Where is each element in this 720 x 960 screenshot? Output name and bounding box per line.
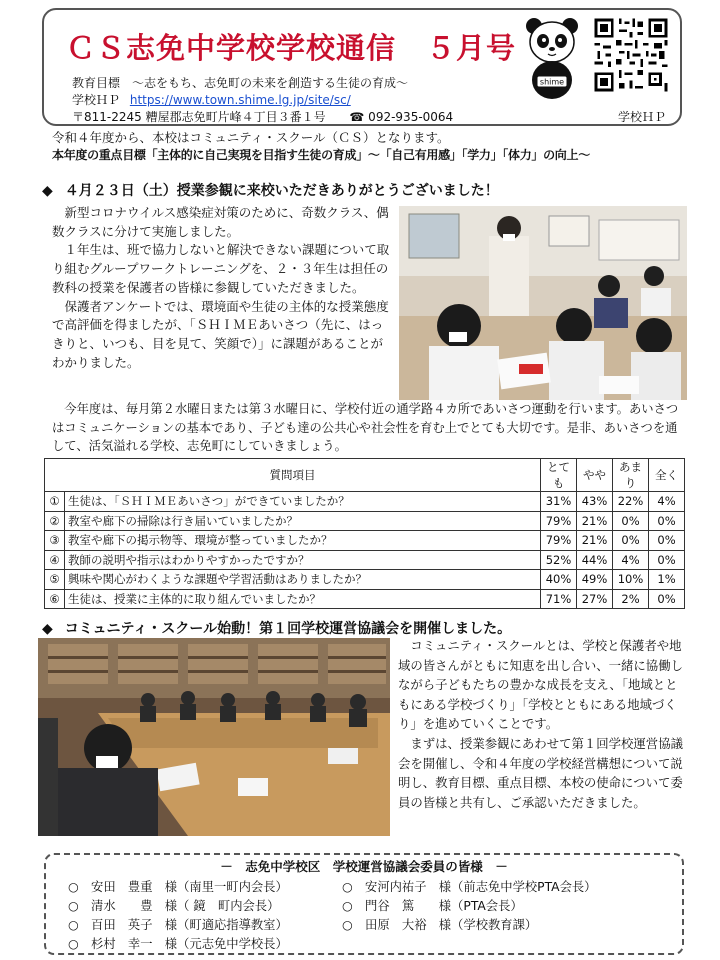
school-phone: ☎ 092-935-0064 <box>349 110 454 124</box>
pct-very: 79% <box>541 531 577 551</box>
report-paragraph: 保護者アンケートでは、環境面や生徒の主体的な授業態度で高評価を得ましたが、「ＳＨＩＭＥあいさつ（先に、はっきりと、いつも、目を見て、笑顔で）」に課題があることがわかりました。 <box>52 298 389 370</box>
diamond-bullet-icon: ◆ <box>42 183 53 199</box>
table-header-row <box>45 459 685 492</box>
classroom-photo <box>399 206 687 400</box>
section-heading-community-school <box>42 618 511 638</box>
intro-community-school: 令和４年度から、本校はコミュニティ・スクール（ＣＳ）となります。 <box>52 130 450 145</box>
greeting-campaign-text <box>52 400 688 456</box>
diamond-bullet-icon: ◆ <box>42 621 53 637</box>
column-header-very: とても <box>541 459 577 492</box>
pct-somewhat: 21% <box>577 531 613 551</box>
pct-not-at-all: 1% <box>649 570 685 590</box>
education-goal: 教育目標 ～志をもち、志免町の未来を創造する生徒の育成～ <box>72 76 409 90</box>
address-line <box>72 108 453 125</box>
column-header-somewhat: やや <box>577 459 613 492</box>
pct-not-much: 2% <box>613 589 649 609</box>
qr-caption: 学校ＨＰ <box>617 110 666 124</box>
question-text: 生徒は、「ＳＨＩＭＥあいさつ」ができていましたか？ <box>65 492 541 512</box>
row-number: ④ <box>45 550 65 570</box>
committee-title: － 志免中学校区 学校運営協議会委員の皆様 － <box>220 859 508 874</box>
pct-very: 31% <box>541 492 577 512</box>
pct-somewhat: 43% <box>577 492 613 512</box>
pct-not-at-all: 0% <box>649 589 685 609</box>
pct-very: 40% <box>541 570 577 590</box>
section-heading-text: コミュニティ・スクール始動！第１回学校運営協議会を開催しました。 <box>64 621 512 637</box>
member-entry: ○ 清水 豊 様（ 鏡 町内会長） <box>68 899 280 913</box>
member-entry: ○ 田原 大裕 様（学校教育課） <box>342 918 538 932</box>
row-number: ⑥ <box>45 589 65 609</box>
column-header-not-much: あまり <box>613 459 649 492</box>
pct-very: 71% <box>541 589 577 609</box>
parent-survey-table <box>44 458 685 609</box>
pct-not-at-all: 0% <box>649 511 685 531</box>
newsletter-header <box>42 8 682 126</box>
pct-somewhat: 44% <box>577 550 613 570</box>
question-text: 教室や廊下の掃除は行き届いていましたか？ <box>65 511 541 531</box>
pct-very: 79% <box>541 511 577 531</box>
pct-not-much: 4% <box>613 550 649 570</box>
member-entry: ○ 百田 英子 様（町適応指導教室） <box>68 918 288 932</box>
row-number: ③ <box>45 531 65 551</box>
pct-not-much: 0% <box>613 511 649 531</box>
table-row <box>45 570 685 590</box>
open-class-report <box>52 204 394 372</box>
newsletter-title: ＣＳ志免中学校学校通信 ５月号 <box>66 31 517 65</box>
pct-very: 52% <box>541 550 577 570</box>
mascot-sign: shime <box>539 77 565 87</box>
report-paragraph: 今年度は、毎月第２水曜日または第３水曜日に、学校付近の通学路４カ所であいさつ運動を行います。あいさつはコミュニケーションの基本であり、子ども達の公共心や社会性を育む上でとても大切です。是非、あいさつを通して、活気溢れる学校、志免町にしていきましょう。 <box>52 402 679 454</box>
question-text: 生徒は、授業に主体的に取り組んでいましたか？ <box>65 589 541 609</box>
table-row <box>45 589 685 609</box>
section-heading-open-class <box>42 180 499 200</box>
homepage-label: 学校ＨＰ <box>72 93 121 107</box>
pct-not-at-all: 4% <box>649 492 685 512</box>
council-meeting-photo <box>38 638 390 836</box>
committee-member-box <box>44 853 684 955</box>
pct-somewhat: 49% <box>577 570 613 590</box>
report-paragraph: コミュニティ・スクールとは、学校と保護者や地域の皆さんがともに知恵を出し合い、一緒に協働しながら子どもたちの豊かな成長を支え、「地域とともにある学校づくり」「学校とともにある地域づくり」を進めていくことです。 <box>398 638 683 732</box>
school-address: 〒811-2245 糟屋郡志免町片峰４丁目３番１号 <box>72 110 326 124</box>
homepage-link[interactable]: https://www.town.shime.lg.jp/site/sc/ <box>129 93 351 107</box>
table-row <box>45 511 685 531</box>
member-entry: ○ 門谷 篤 様（PTA会長） <box>342 899 523 913</box>
question-text: 興味や関心がわくような課題や学習活動はありましたか？ <box>65 570 541 590</box>
community-school-text <box>398 636 688 812</box>
intro-priority-goal: 本年度の重点目標「主体的に自己実現を目指す生徒の育成」～「自己有用感」「学力」「体力」の向上～ <box>52 148 590 162</box>
column-header-not-at-all: 全く <box>649 459 685 492</box>
column-header-question: 質問項目 <box>45 459 541 492</box>
report-paragraph: まずは、授業参観にあわせて第１回学校運営協議会を開催し、令和４年度の学校経営構想について説明し、教育目標、重点目標、本校の使命について委員の皆様と共有し、ご承認いただきました。 <box>398 735 683 810</box>
question-text: 教師の説明や指示はわかりやすかったですか？ <box>65 550 541 570</box>
row-number: ② <box>45 511 65 531</box>
member-entry: ○ 安田 豊重 様（南里一町内会長） <box>68 880 288 894</box>
pct-somewhat: 27% <box>577 589 613 609</box>
question-text: 教室や廊下の掲示物等、環境が整っていましたか？ <box>65 531 541 551</box>
report-paragraph: １年生は、班で協力しないと解決できない課題について取り組むグループワークトレーニングを、２・３年生は担任の教科の授業を保護者の皆様に参観していただきました。 <box>52 242 390 295</box>
pct-not-at-all: 0% <box>649 550 685 570</box>
row-number: ⑤ <box>45 570 65 590</box>
member-entry: ○ 安河内祐子 様（前志免中学校PTA会長） <box>342 880 597 894</box>
panda-mascot-icon <box>522 16 582 102</box>
table-row <box>45 492 685 512</box>
table-row <box>45 550 685 570</box>
report-paragraph: 新型コロナウイルス感染症対策のために、奇数クラス、偶数クラスに分けて実施しました。 <box>52 205 389 239</box>
table-row <box>45 531 685 551</box>
homepage-line <box>72 91 351 108</box>
row-number: ① <box>45 492 65 512</box>
pct-not-at-all: 0% <box>649 531 685 551</box>
section-heading-text: ４月２３日（土）授業参観に来校いただきありがとうございました！ <box>64 183 499 199</box>
pct-somewhat: 21% <box>577 511 613 531</box>
pct-not-much: 0% <box>613 531 649 551</box>
pct-not-much: 22% <box>613 492 649 512</box>
pct-not-much: 10% <box>613 570 649 590</box>
qr-code-icon[interactable] <box>592 16 670 94</box>
member-entry: ○ 杉村 幸一 様（元志免中学校長） <box>68 937 288 951</box>
